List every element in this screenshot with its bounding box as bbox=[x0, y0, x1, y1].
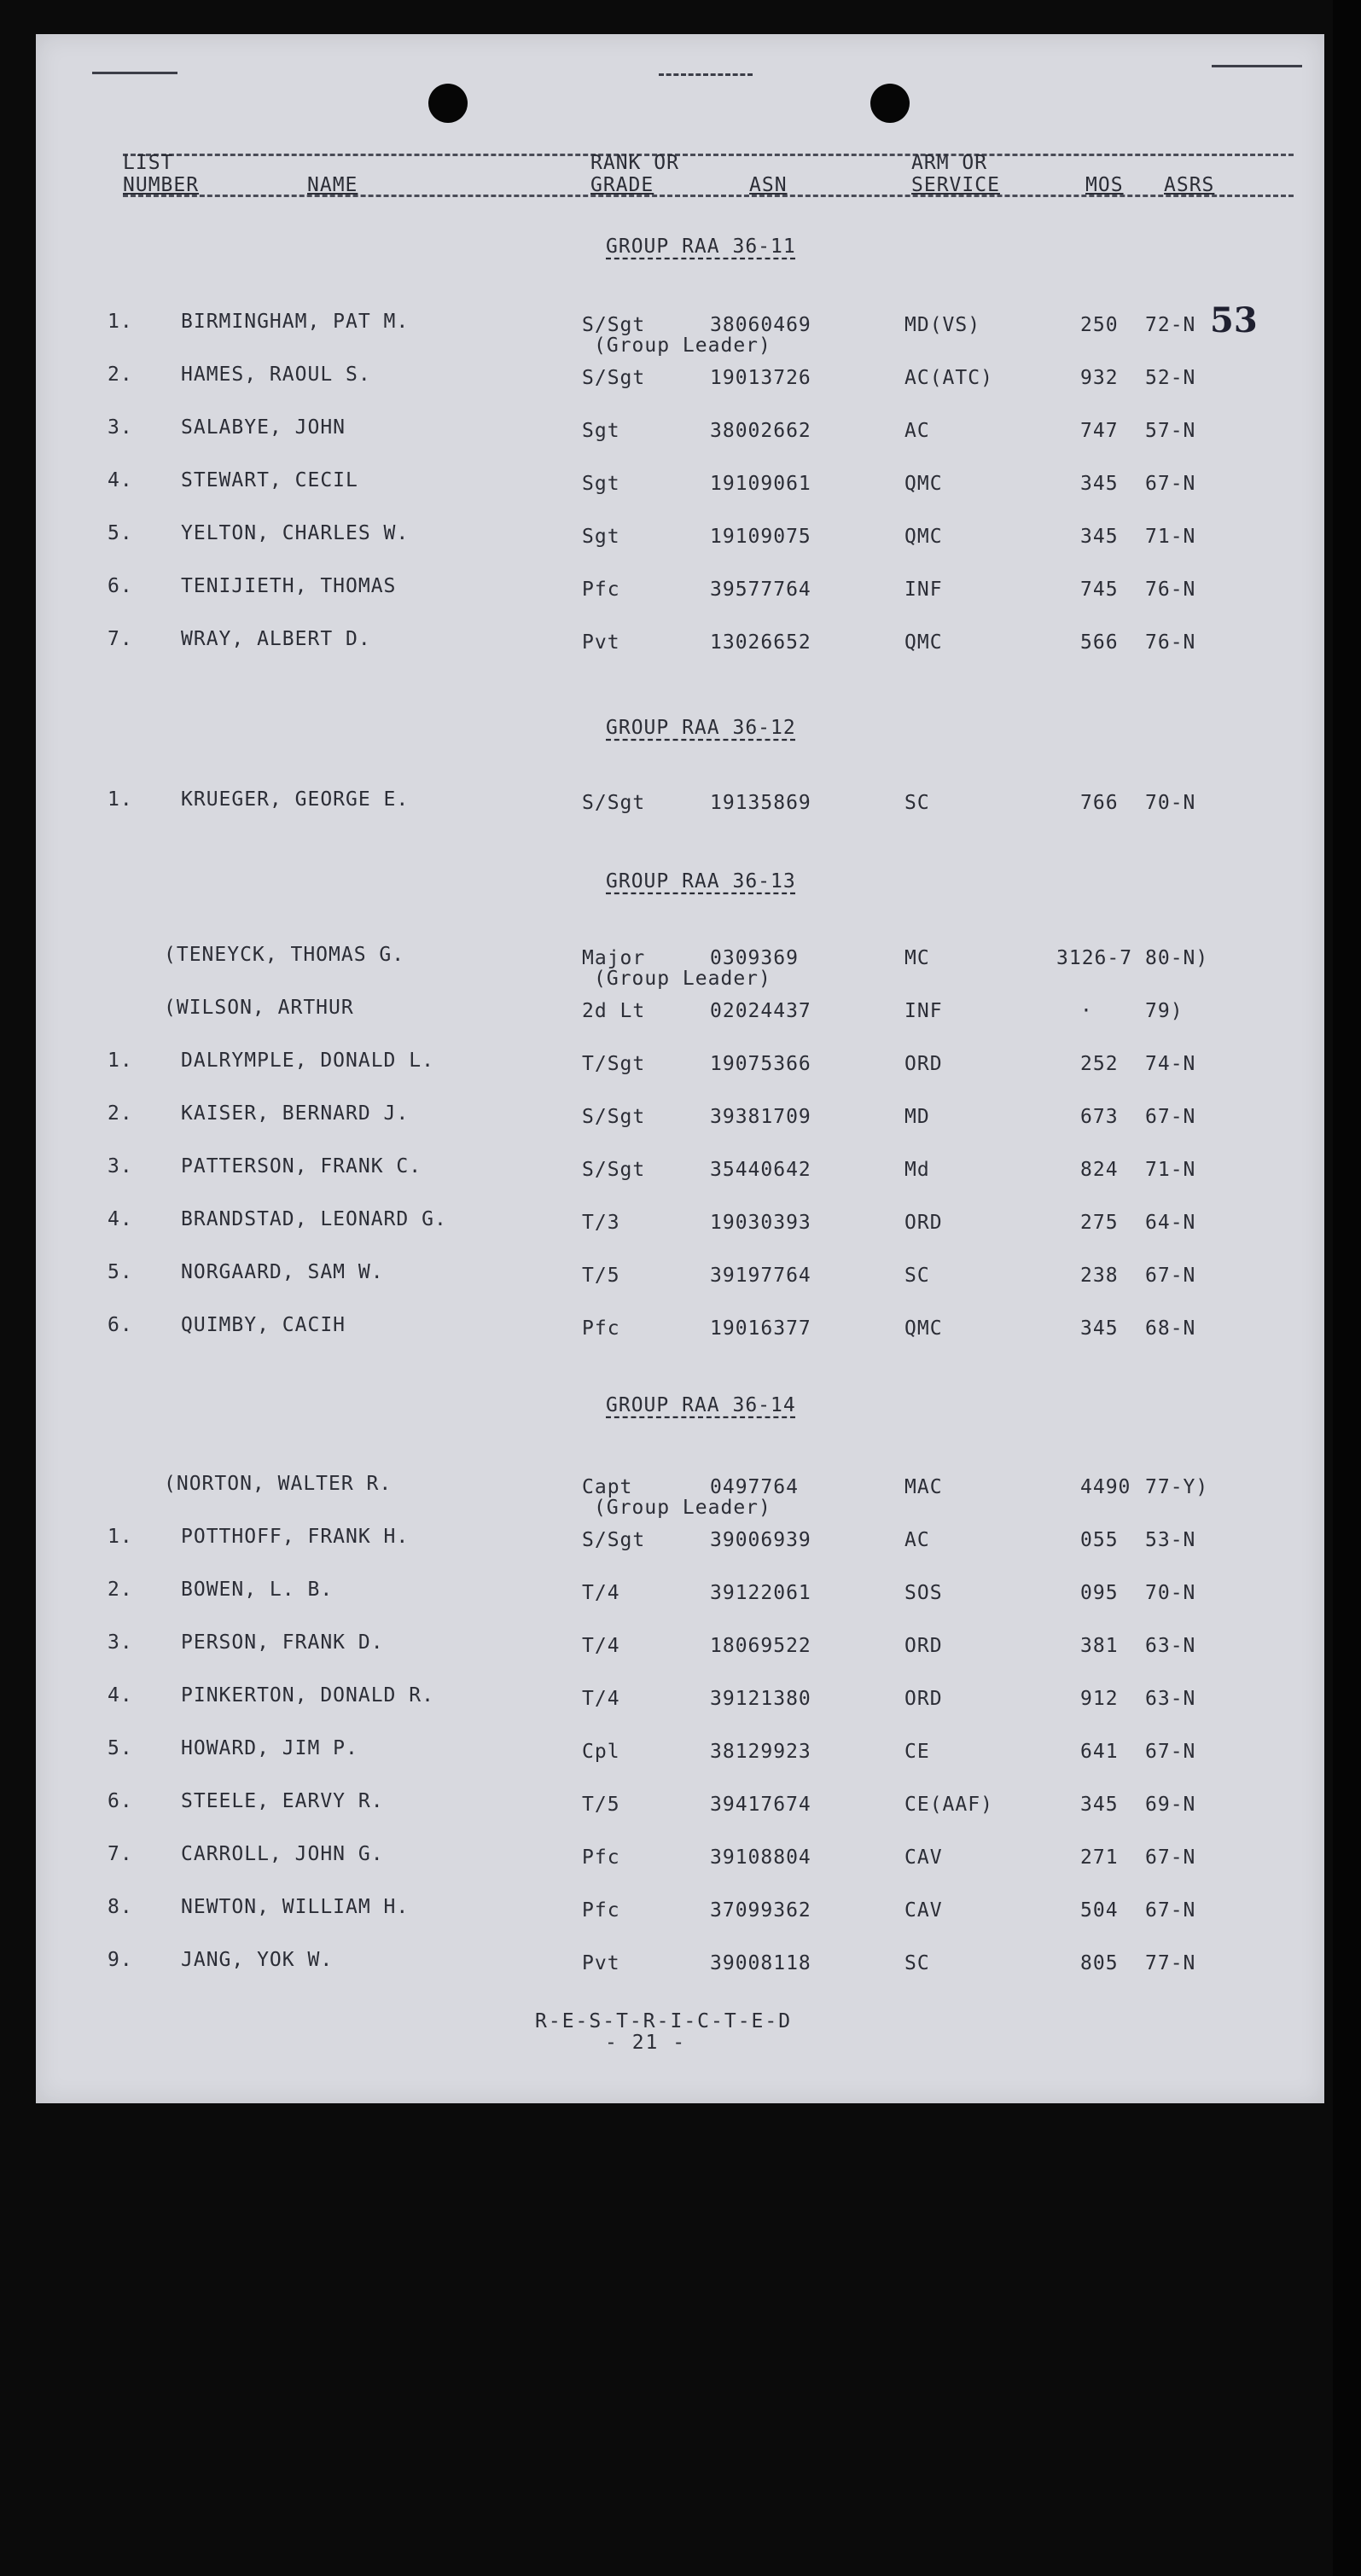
asn-number: 38060469 bbox=[710, 314, 811, 336]
header-number-label: NUMBER bbox=[123, 174, 200, 196]
group-heading: GROUP RAA 36-12 bbox=[606, 717, 796, 739]
asn-number: 19109075 bbox=[710, 526, 811, 548]
asrs-score: 63-N bbox=[1145, 1635, 1196, 1657]
mos-code: 271 bbox=[1080, 1846, 1119, 1869]
rank-grade: S/Sgt bbox=[582, 1159, 646, 1181]
asn-number: 39122061 bbox=[710, 1582, 811, 1604]
rank-grade: T/4 bbox=[582, 1635, 620, 1657]
mos-code: 4490 bbox=[1080, 1476, 1131, 1498]
arm-service: AC bbox=[904, 420, 930, 442]
asn-number: 39197764 bbox=[710, 1265, 811, 1287]
rank-grade: S/Sgt bbox=[582, 314, 646, 336]
arm-service: INF bbox=[904, 1000, 943, 1022]
asrs-score: 67-N bbox=[1145, 1846, 1196, 1869]
rank-grade: T/5 bbox=[582, 1265, 620, 1287]
header-rank-label: RANK OR bbox=[590, 152, 679, 174]
person-name: BRANDSTAD, LEONARD G. bbox=[181, 1208, 447, 1230]
person-name: HOWARD, JIM P. bbox=[181, 1737, 358, 1759]
asrs-score: 67-N bbox=[1145, 473, 1196, 495]
person-name: JANG, YOK W. bbox=[181, 1949, 334, 1971]
arm-service: ORD bbox=[904, 1688, 943, 1710]
row-number: 1. bbox=[108, 311, 133, 333]
mos-code: 566 bbox=[1080, 631, 1119, 654]
arm-service: CE bbox=[904, 1741, 930, 1763]
asn-number: 35440642 bbox=[710, 1159, 811, 1181]
arm-service: QMC bbox=[904, 473, 943, 495]
arm-service: SC bbox=[904, 792, 930, 814]
asrs-score: 69-N bbox=[1145, 1794, 1196, 1816]
asn-number: 39108804 bbox=[710, 1846, 811, 1869]
asrs-score: 71-N bbox=[1145, 1159, 1196, 1181]
group-heading: GROUP RAA 36-13 bbox=[606, 870, 796, 893]
arm-service: QMC bbox=[904, 1317, 943, 1340]
rank-grade: 2d Lt bbox=[582, 1000, 646, 1022]
rank-grade: S/Sgt bbox=[582, 1106, 646, 1128]
rank-grade: T/3 bbox=[582, 1212, 620, 1234]
corner-stamp-number: 53 bbox=[1210, 300, 1258, 340]
person-name: KAISER, BERNARD J. bbox=[181, 1102, 410, 1125]
mos-code: 766 bbox=[1080, 792, 1119, 814]
person-name: PINKERTON, DONALD R. bbox=[181, 1684, 434, 1707]
rank-grade: T/4 bbox=[582, 1582, 620, 1604]
asrs-score: 67-N bbox=[1145, 1265, 1196, 1287]
asrs-score: 76-N bbox=[1145, 579, 1196, 601]
person-name: STEELE, EARVY R. bbox=[181, 1790, 384, 1812]
row-number: 2. bbox=[108, 1579, 133, 1601]
asrs-score: 79) bbox=[1145, 1000, 1184, 1022]
mos-code: 345 bbox=[1080, 526, 1119, 548]
header-list-number bbox=[123, 152, 199, 196]
person-name: HAMES, RAOUL S. bbox=[181, 363, 371, 386]
arm-service: CAV bbox=[904, 1899, 943, 1922]
person-name: (WILSON, ARTHUR bbox=[164, 997, 354, 1019]
mos-code: 504 bbox=[1080, 1899, 1119, 1922]
row-number: 3. bbox=[108, 1155, 133, 1178]
asrs-score: 70-N bbox=[1145, 1582, 1196, 1604]
arm-service: SC bbox=[904, 1952, 930, 1974]
asrs-score: 72-N bbox=[1145, 314, 1196, 336]
asrs-score: 68-N bbox=[1145, 1317, 1196, 1340]
arm-service: SOS bbox=[904, 1582, 943, 1604]
row-number: 2. bbox=[108, 363, 133, 386]
mos-code: 345 bbox=[1080, 1317, 1119, 1340]
asrs-score: 53-N bbox=[1145, 1529, 1196, 1551]
mos-code: 252 bbox=[1080, 1053, 1119, 1075]
row-number: 1. bbox=[108, 788, 133, 811]
asn-number: 19109061 bbox=[710, 473, 811, 495]
asn-number: 19016377 bbox=[710, 1317, 811, 1340]
person-name: NORGAARD, SAM W. bbox=[181, 1261, 384, 1283]
asn-number: 0309369 bbox=[710, 947, 799, 969]
mos-code: 345 bbox=[1080, 473, 1119, 495]
row-number: 8. bbox=[108, 1896, 133, 1918]
rank-grade: Capt bbox=[582, 1476, 633, 1498]
header-arm-service bbox=[911, 152, 1000, 196]
person-name: CARROLL, JOHN G. bbox=[181, 1843, 384, 1865]
rank-grade: T/4 bbox=[582, 1688, 620, 1710]
asn-number: 39008118 bbox=[710, 1952, 811, 1974]
mos-code: 3126-7 bbox=[1056, 947, 1133, 969]
header-asrs: ASRS bbox=[1164, 174, 1215, 196]
arm-service: ORD bbox=[904, 1212, 943, 1234]
arm-service: MD bbox=[904, 1106, 930, 1128]
asn-number: 18069522 bbox=[710, 1635, 811, 1657]
asrs-score: 80-N) bbox=[1145, 947, 1209, 969]
person-name: SALABYE, JOHN bbox=[181, 416, 346, 439]
asrs-score: 77-N bbox=[1145, 1952, 1196, 1974]
mos-code: 745 bbox=[1080, 579, 1119, 601]
mos-code: 932 bbox=[1080, 367, 1119, 389]
person-name: BOWEN, L. B. bbox=[181, 1579, 334, 1601]
person-name: (NORTON, WALTER R. bbox=[164, 1473, 393, 1495]
rank-grade: Sgt bbox=[582, 526, 620, 548]
header-grade-label: GRADE bbox=[590, 174, 654, 196]
header-list-label: LIST bbox=[123, 152, 174, 174]
arm-service: AC bbox=[904, 1529, 930, 1551]
row-number: 6. bbox=[108, 575, 133, 597]
header-arm-label: ARM OR bbox=[911, 152, 988, 174]
group-leader-note: (Group Leader) bbox=[594, 1497, 771, 1519]
arm-service: ORD bbox=[904, 1053, 943, 1075]
asn-number: 39006939 bbox=[710, 1529, 811, 1551]
rank-grade: Pfc bbox=[582, 1899, 620, 1922]
asrs-score: 57-N bbox=[1145, 420, 1196, 442]
group-heading: GROUP RAA 36-11 bbox=[606, 236, 796, 258]
mos-code: 250 bbox=[1080, 314, 1119, 336]
rank-grade: S/Sgt bbox=[582, 792, 646, 814]
asrs-score: 74-N bbox=[1145, 1053, 1196, 1075]
mos-code: · bbox=[1080, 1000, 1093, 1022]
mos-code: 381 bbox=[1080, 1635, 1119, 1657]
asn-number: 19030393 bbox=[710, 1212, 811, 1234]
person-name: QUIMBY, CACIH bbox=[181, 1314, 346, 1336]
mos-code: 912 bbox=[1080, 1688, 1119, 1710]
rank-grade: Sgt bbox=[582, 473, 620, 495]
asn-number: 38002662 bbox=[710, 420, 811, 442]
asn-number: 13026652 bbox=[710, 631, 811, 654]
punch-hole-right bbox=[870, 84, 910, 123]
asn-number: 37099362 bbox=[710, 1899, 811, 1922]
rank-grade: Sgt bbox=[582, 420, 620, 442]
row-number: 3. bbox=[108, 416, 133, 439]
arm-service: INF bbox=[904, 579, 943, 601]
rank-grade: Cpl bbox=[582, 1741, 620, 1763]
arm-service: MD(VS) bbox=[904, 314, 981, 336]
arm-service: MC bbox=[904, 947, 930, 969]
row-number: 5. bbox=[108, 1261, 133, 1283]
row-number: 7. bbox=[108, 1843, 133, 1865]
header-rank-grade bbox=[590, 152, 679, 196]
asn-number: 02024437 bbox=[710, 1000, 811, 1022]
asn-number: 39381709 bbox=[710, 1106, 811, 1128]
arm-service: SC bbox=[904, 1265, 930, 1287]
person-name: POTTHOFF, FRANK H. bbox=[181, 1526, 410, 1548]
person-name: (TENEYCK, THOMAS G. bbox=[164, 944, 405, 966]
mos-code: 641 bbox=[1080, 1741, 1119, 1763]
person-name: STEWART, CECIL bbox=[181, 469, 358, 491]
arm-service: AC(ATC) bbox=[904, 367, 993, 389]
asn-number: 38129923 bbox=[710, 1741, 811, 1763]
person-name: KRUEGER, GEORGE E. bbox=[181, 788, 410, 811]
row-number: 6. bbox=[108, 1790, 133, 1812]
row-number: 4. bbox=[108, 1684, 133, 1707]
rank-grade: T/Sgt bbox=[582, 1053, 646, 1075]
asrs-score: 63-N bbox=[1145, 1688, 1196, 1710]
arm-service: CE(AAF) bbox=[904, 1794, 993, 1816]
arm-service: QMC bbox=[904, 631, 943, 654]
pen-mark-right bbox=[1212, 65, 1302, 67]
row-number: 4. bbox=[108, 469, 133, 491]
mos-code: 805 bbox=[1080, 1952, 1119, 1974]
arm-service: ORD bbox=[904, 1635, 943, 1657]
person-name: YELTON, CHARLES W. bbox=[181, 522, 410, 544]
mos-code: 345 bbox=[1080, 1794, 1119, 1816]
mos-code: 673 bbox=[1080, 1106, 1119, 1128]
asn-number: 39417674 bbox=[710, 1794, 811, 1816]
pen-mark-left bbox=[92, 72, 177, 74]
arm-service: CAV bbox=[904, 1846, 943, 1869]
person-name: PERSON, FRANK D. bbox=[181, 1631, 384, 1654]
rank-grade: Pvt bbox=[582, 1952, 620, 1974]
header-name: NAME bbox=[307, 174, 358, 196]
rank-grade: Pfc bbox=[582, 1846, 620, 1869]
row-number: 4. bbox=[108, 1208, 133, 1230]
header-bottom-rule bbox=[123, 195, 1294, 197]
row-number: 5. bbox=[108, 1737, 133, 1759]
group-leader-note: (Group Leader) bbox=[594, 968, 771, 990]
document-page bbox=[36, 34, 1324, 2103]
asrs-score: 67-N bbox=[1145, 1106, 1196, 1128]
row-number: 6. bbox=[108, 1314, 133, 1336]
mos-code: 238 bbox=[1080, 1265, 1119, 1287]
person-name: NEWTON, WILLIAM H. bbox=[181, 1896, 410, 1918]
mos-code: 095 bbox=[1080, 1582, 1119, 1604]
row-number: 3. bbox=[108, 1631, 133, 1654]
row-number: 7. bbox=[108, 628, 133, 650]
rank-grade: Major bbox=[582, 947, 646, 969]
asn-number: 19075366 bbox=[710, 1053, 811, 1075]
group-leader-note: (Group Leader) bbox=[594, 334, 771, 357]
asrs-score: 77-Y) bbox=[1145, 1476, 1209, 1498]
person-name: BIRMINGHAM, PAT M. bbox=[181, 311, 410, 333]
punch-hole-left bbox=[428, 84, 468, 123]
header-service-label: SERVICE bbox=[911, 174, 1000, 196]
asrs-score: 76-N bbox=[1145, 631, 1196, 654]
page-number: - 21 - bbox=[605, 2032, 687, 2054]
person-name: TENIJIETH, THOMAS bbox=[181, 575, 397, 597]
mos-code: 824 bbox=[1080, 1159, 1119, 1181]
asrs-score: 64-N bbox=[1145, 1212, 1196, 1234]
group-heading: GROUP RAA 36-14 bbox=[606, 1394, 796, 1416]
film-edge bbox=[1333, 0, 1361, 2576]
asn-number: 39121380 bbox=[710, 1688, 811, 1710]
mos-code: 055 bbox=[1080, 1529, 1119, 1551]
asn-number: 19135869 bbox=[710, 792, 811, 814]
person-name: DALRYMPLE, DONALD L. bbox=[181, 1050, 434, 1072]
asrs-score: 52-N bbox=[1145, 367, 1196, 389]
asrs-score: 67-N bbox=[1145, 1899, 1196, 1922]
asn-number: 39577764 bbox=[710, 579, 811, 601]
row-number: 1. bbox=[108, 1526, 133, 1548]
rank-grade: Pfc bbox=[582, 579, 620, 601]
row-number: 5. bbox=[108, 522, 133, 544]
asrs-score: 67-N bbox=[1145, 1741, 1196, 1763]
asn-number: 19013726 bbox=[710, 367, 811, 389]
header-asn: ASN bbox=[749, 174, 788, 196]
mos-code: 747 bbox=[1080, 420, 1119, 442]
person-name: PATTERSON, FRANK C. bbox=[181, 1155, 422, 1178]
arm-service: QMC bbox=[904, 526, 943, 548]
asrs-score: 71-N bbox=[1145, 526, 1196, 548]
rank-grade: S/Sgt bbox=[582, 367, 646, 389]
arm-service: MAC bbox=[904, 1476, 943, 1498]
arm-service: Md bbox=[904, 1159, 930, 1181]
asn-number: 0497764 bbox=[710, 1476, 799, 1498]
header-mos: MOS bbox=[1085, 174, 1124, 196]
restricted-marking: R-E-S-T-R-I-C-T-E-D bbox=[535, 2010, 793, 2032]
rank-grade: T/5 bbox=[582, 1794, 620, 1816]
rank-grade: Pvt bbox=[582, 631, 620, 654]
pen-mark-center bbox=[659, 73, 753, 76]
mos-code: 275 bbox=[1080, 1212, 1119, 1234]
person-name: WRAY, ALBERT D. bbox=[181, 628, 371, 650]
asrs-score: 70-N bbox=[1145, 792, 1196, 814]
row-number: 9. bbox=[108, 1949, 133, 1971]
header-top-rule bbox=[123, 154, 1294, 156]
row-number: 1. bbox=[108, 1050, 133, 1072]
row-number: 2. bbox=[108, 1102, 133, 1125]
rank-grade: S/Sgt bbox=[582, 1529, 646, 1551]
rank-grade: Pfc bbox=[582, 1317, 620, 1340]
